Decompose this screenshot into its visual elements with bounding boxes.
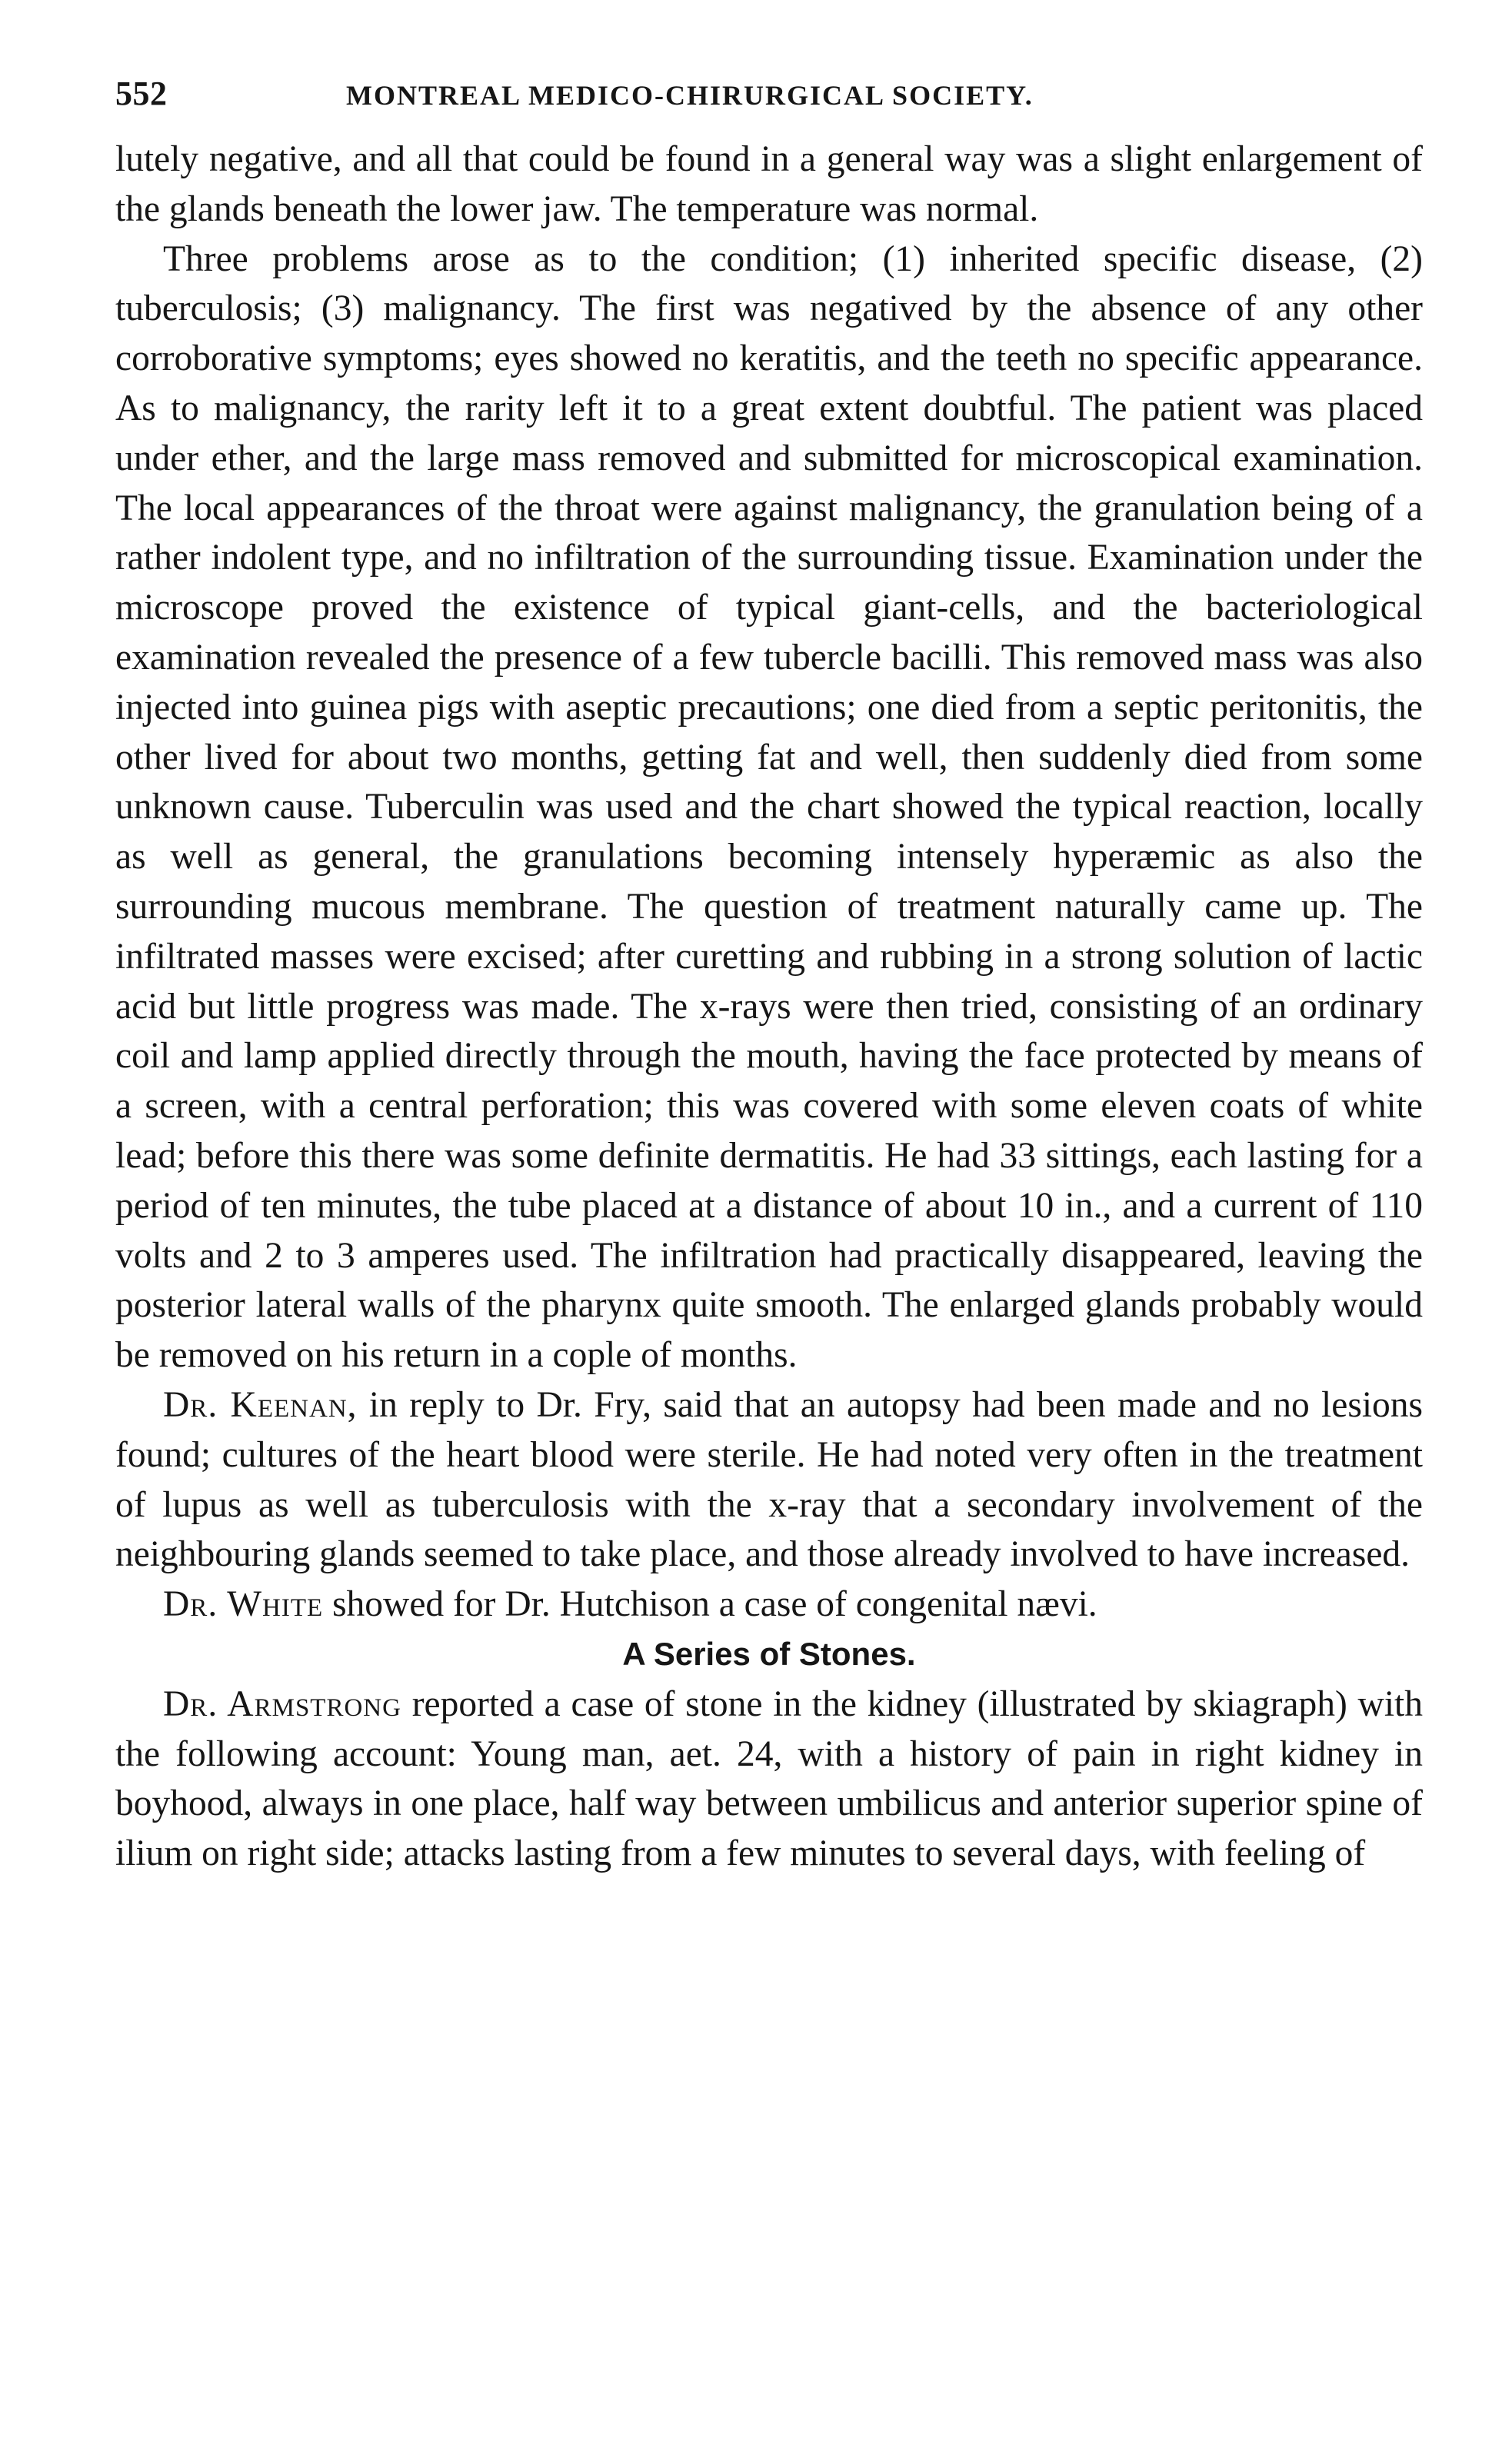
speaker-name: Dr. Armstrong: [163, 1683, 401, 1724]
paragraph-case-discussion: [115, 235, 1423, 1380]
book-page: [115, 74, 1423, 1879]
paragraph-continuation: [115, 135, 1423, 235]
section-heading: A Series of Stones.: [622, 1635, 916, 1672]
paragraph-text: Three problems arose as to the condition; (1) inherited specific disease, (2) tuberculosis; (3) malignancy. The first was negatived by the absence of any other corroborative symptoms; eyes showed no keratitis, and the teeth no specific appearance. As to malignancy, the rarity left it to a great extent doubtful. The patient was placed under ether, and the large mass removed and submitted for microscopical examination. The local appearances of the throat were against malignancy, the granulation being of a rather indolent type, and no infiltration of the surrounding tissue. Examination under the microscope proved the existence of typical giant-cells, and the bacteriological examination revealed the presence of a few tubercle bacilli. This removed mass was also injected into guinea pigs with aseptic precautions; one died from a septic peritonitis, the other lived for about two months, getting fat and well, then suddenly died from some unknown cause. Tuberculin was used and the chart showed the typical reaction, locally as well as general, the granulations becoming intensely hyperæmic as also the surrounding mucous membrane. The question of treatment naturally came up. The infiltrated masses were excised; after curetting and rubbing in a strong solution of lactic acid but little progress was made. The x-rays were then tried, consisting of an ordinary coil and lamp applied directly through the mouth, having the face protected by means of a screen, with a central perforation; this was covered with some eleven coats of white lead; before this there was some definite dermatitis. He had 33 sittings, each lasting for a period of ten minutes, the tube placed at a distance of about 10 in., and a current of 110 volts and 2 to 3 amperes used. The infiltration had practically disappeared, leaving the posterior lateral walls of the pharynx quite smooth. The enlarged glands probably would be removed on his return in a cople of months.: [115, 238, 1423, 1376]
paragraph-text: lutely negative, and all that could be found in a general way was a slight enlargement of the glands beneath the lower jaw. The temperature was normal.: [115, 139, 1423, 229]
paragraph-dr-white: [115, 1580, 1423, 1630]
running-head-title: MONTREAL MEDICO-CHIRURGICAL SOCIETY.: [346, 80, 1034, 111]
speaker-name: Dr. Keenan,: [163, 1384, 358, 1425]
paragraph-dr-armstrong: [115, 1680, 1423, 1879]
running-head: [115, 74, 1423, 113]
speaker-name: Dr. White: [163, 1584, 324, 1625]
paragraph-text: reported a case of stone in the kidney (illustrated by skiagraph) with the following account: Young man, aet. 24, with a history of pain in right kidney in boyhood, always in one place, half way between umbilicus and anterior superior spine of ilium on right side; attacks lasting from a few minutes to several days, with feeling of: [115, 1683, 1423, 1874]
paragraph-dr-keenan: [115, 1380, 1423, 1580]
paragraph-text: in reply to Dr. Fry, said that an autopsy had been made and no lesions found; cultures of the heart blood were sterile. He had noted very often in the treatment of lupus as well as tuberculosis with the x-ray that a secondary involvement of the neighbouring glands seemed to take place, and those already involved to have increased.: [115, 1384, 1424, 1575]
paragraph-text: showed for Dr. Hutchison a case of congenital nævi.: [323, 1584, 1097, 1625]
page-number: 552: [115, 75, 168, 112]
